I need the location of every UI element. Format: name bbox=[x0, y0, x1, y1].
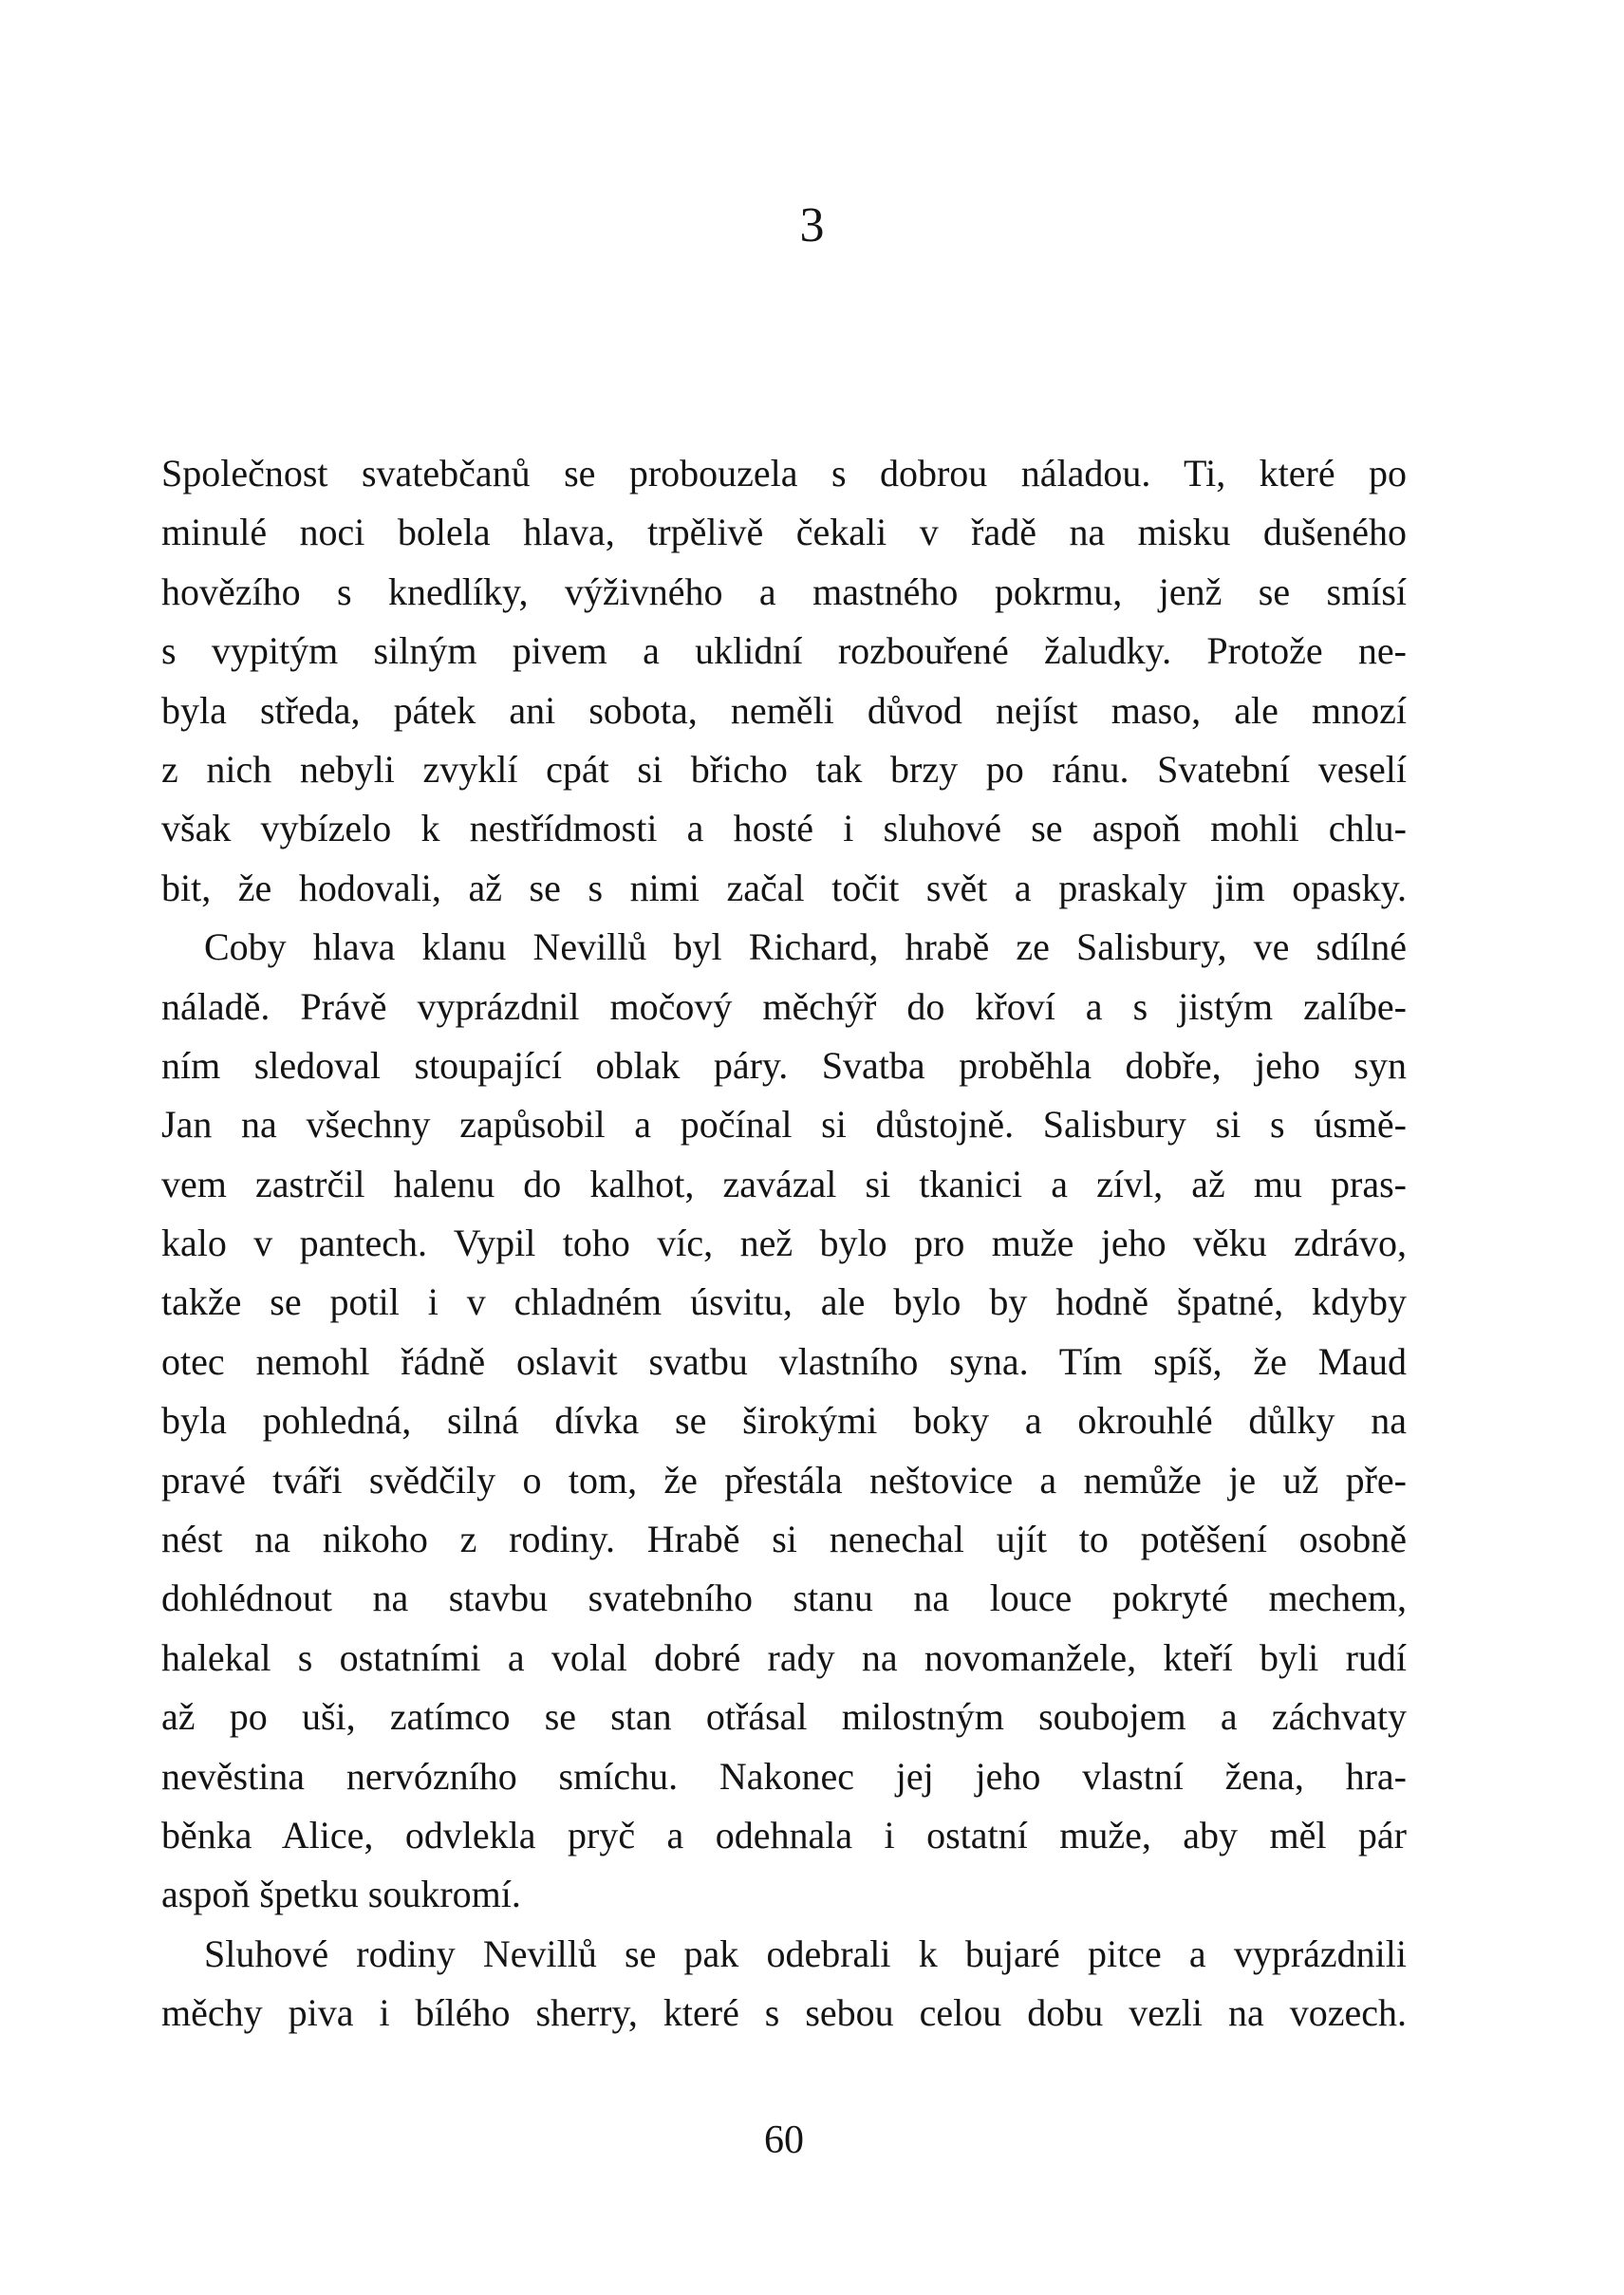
text-line: z nich nebyli zvyklí cpát si břicho tak brzy po ránu. Svatební veselí bbox=[161, 747, 1407, 791]
text-line: Společnost svatebčanů se probouzela s dobrou náladou. Ti, které po bbox=[161, 452, 1407, 494]
text-line: až po uši, zatímco se stan otřásal milostným soubojem a záchvaty bbox=[161, 1695, 1407, 1739]
text-line: vem zastrčil halenu do kalhot, zavázal si tkanici a zívl, až mu pras- bbox=[161, 1162, 1407, 1205]
text-line: minulé noci bolela hlava, trpělivě čekali v řadě na misku dušeného bbox=[161, 511, 1407, 554]
body-text bbox=[161, 444, 1407, 2043]
chapter-number: 3 bbox=[799, 198, 825, 252]
text-line: bit, že hodovali, až se s nimi začal točit svět a praskaly jim opasky. bbox=[161, 866, 1407, 909]
text-line: takže se potil i v chladném úsvitu, ale bylo by hodně špatné, kdyby bbox=[161, 1280, 1407, 1324]
text-line: však vybízelo k nestřídmosti a hosté i sluhové se aspoň mohli chlu- bbox=[161, 807, 1407, 850]
text-line: nést na nikoho z rodiny. Hrabě si nenechal ujít to potěšení osobně bbox=[161, 1518, 1407, 1561]
text-line: náladě. Právě vyprázdnil močový měchýř do křoví a s jistým zalíbe- bbox=[161, 984, 1407, 1028]
text-line: Coby hlava klanu Nevillů byl Richard, hrabě ze Salisbury, ve sdílné bbox=[204, 925, 1407, 969]
text-line: otec nemohl řádně oslavit svatbu vlastního syna. Tím spíš, že Maud bbox=[161, 1339, 1407, 1383]
text-line: běnka Alice, odvlekla pryč a odehnala i ostatní muže, aby měl pár bbox=[161, 1813, 1407, 1857]
text-line: halekal s ostatními a volal dobré rady na novomanžele, kteří byli rudí bbox=[161, 1635, 1407, 1679]
text-line: Sluhové rodiny Nevillů se pak odebrali k bujaré pitce a vyprázdnili bbox=[204, 1931, 1407, 1975]
text-line: s vypitým silným pivem a uklidní rozbouřené žaludky. Protože ne- bbox=[161, 629, 1407, 673]
text-line: dohlédnout na stavbu svatebního stanu na louce pokryté mechem, bbox=[161, 1577, 1407, 1620]
text-line: Jan na všechny zapůsobil a počínal si důstojně. Salisbury si s úsmě- bbox=[161, 1103, 1407, 1147]
text-line: kalo v pantech. Vypil toho víc, než bylo pro muže jeho věku zdrávo, bbox=[161, 1222, 1407, 1265]
text-line: byla středa, pátek ani sobota, neměli důvod nejíst maso, ale mnozí bbox=[161, 688, 1407, 732]
text-line: měchy piva i bílého sherry, které s sebou celou dobu vezli na vozech. bbox=[161, 1991, 1407, 2035]
text-line: aspoň špetku soukromí. bbox=[161, 1873, 521, 1916]
text-line: pravé tváři svědčily o tom, že přestála neštovice a nemůže je už pře- bbox=[161, 1458, 1407, 1502]
page-number: 60 bbox=[764, 2118, 804, 2162]
text-line: nevěstina nervózního smíchu. Nakonec jej jeho vlastní žena, hra- bbox=[161, 1754, 1407, 1798]
text-line: hovězího s knedlíky, výživného a mastného pokrmu, jenž se smísí bbox=[161, 569, 1407, 613]
text-line: byla pohledná, silná dívka se širokými boky a okrouhlé důlky na bbox=[161, 1399, 1407, 1443]
text-line: ním sledoval stoupající oblak páry. Svatba proběhla dobře, jeho syn bbox=[161, 1043, 1407, 1087]
